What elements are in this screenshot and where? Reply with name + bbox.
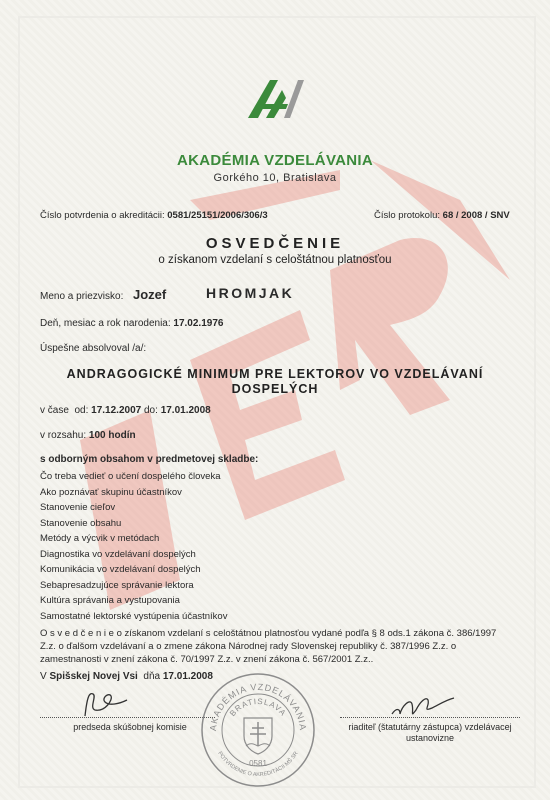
course-period: [40, 405, 211, 416]
commission-chair-label: predseda skúšobnej komisie: [73, 722, 187, 732]
accreditation-value: 0581/25151/2006/306/3: [167, 210, 268, 221]
period-to: 17.01.2008: [160, 405, 211, 416]
organization-name: AKADÉMIA VZDELÁVANIA: [177, 152, 373, 169]
legal-statement: [40, 627, 514, 666]
period-from-label: od:: [74, 405, 89, 416]
course-extent: [40, 430, 136, 441]
list-item: Komunikácia vo vzdelávaní dospelých: [40, 564, 201, 575]
certificate-title: OSVEDČENIE: [205, 235, 345, 252]
period-to-label: do:: [144, 405, 158, 416]
holder-last-name: HROMJAK: [206, 285, 295, 301]
svg-text:BRATISLAVA: [228, 697, 288, 718]
completed-label: Úspešne absolvoval /a/:: [40, 343, 147, 354]
certificate-subtitle: o získanom vzdelaní s celoštátnou platnosťou: [158, 254, 392, 266]
list-item: Metódy a výcvik v metódach: [40, 533, 160, 544]
name-label: Meno a priezvisko:: [40, 291, 124, 302]
place-and-date: [40, 671, 213, 682]
period-from: 17.12.2007: [91, 405, 142, 416]
course-title-line2: DOSPELÝCH: [231, 382, 319, 396]
protocol-label: Číslo protokolu:: [374, 210, 441, 221]
course-title: [0, 367, 550, 397]
legal-spaced-word: O s v e d č e n i e: [40, 628, 114, 639]
birth-date: [40, 318, 223, 329]
seal-middle-text: BRATISLAVA: [227, 696, 289, 719]
date-label: dňa: [143, 671, 161, 682]
signature-line-right: [340, 717, 520, 718]
list-item: Stanovenie cieľov: [40, 502, 116, 513]
seal-top-text: AKADÉMIA VZDELÁVANIA: [207, 681, 309, 732]
list-item: Čo treba vedieť o učení dospelého človeka: [40, 471, 221, 482]
topics-list: [40, 469, 227, 624]
list-item: Diagnostika vo vzdelávaní dospelých: [40, 548, 196, 560]
director-label: [345, 722, 515, 744]
organization-address: Gorkého 10, Bratislava: [213, 172, 337, 184]
extent-label: v rozsahu:: [40, 430, 87, 441]
legal-text: o získanom vzdelaní s celoštátnou platnosťou vydané podľa § 8 ods.1 zákona č. 386/1997 Z.z. o ďalšom vzdelávaní a o zmene zákona Národnej rady Slovenskej republiky č. 387/1996 Z.z. o zamestnanosti v znení zákona č. 70/1997 Z.z. v znení zákona č. 567/2001 Z.z..: [40, 628, 497, 665]
place-prefix: V: [40, 671, 47, 682]
accreditation-number: [40, 210, 268, 221]
list-item: Stanovenie obsahu: [40, 517, 122, 529]
list-item: Sebapresadzujúce správanie lektora: [40, 579, 194, 591]
commission-chair-signature: [75, 688, 145, 720]
birth-date-label: Deň, mesiac a rok narodenia:: [40, 318, 171, 329]
academy-logo-icon: [248, 78, 304, 120]
birth-date-value: 17.02.1976: [173, 318, 224, 329]
protocol-number: [374, 210, 510, 221]
list-item: Kultúra správania a vystupovania: [40, 595, 180, 606]
course-title-line1: ANDRAGOGICKÉ MINIMUM PRE LEKTOROV VO VZDELÁVANÍ: [66, 367, 484, 381]
issue-date: 17.01.2008: [162, 671, 213, 682]
seal-bottom-text: POTVRDENIE O AKREDITÁCII MŠ SR: [216, 750, 300, 778]
coat-of-arms-icon: [244, 718, 272, 754]
extent-value: 100 hodín: [88, 430, 136, 441]
topics-title: s odborným obsahom v predmetovej skladbe:: [40, 454, 259, 465]
place-town: Spišskej Novej Vsi: [49, 671, 138, 682]
list-item: Ako poznávať skupinu účastníkov: [40, 486, 182, 498]
list-item: Samostatné lektorské vystúpenia účastníkov: [40, 610, 228, 622]
signature-line-left: [40, 717, 215, 718]
accreditation-label: Číslo potvrdenia o akreditácii:: [40, 210, 165, 221]
director-label-line1: riaditeľ (štatutárny zástupca) vzdelávacej: [348, 722, 512, 732]
protocol-value: 68 / 2008 / SNV: [442, 210, 510, 221]
seal-number: 0581: [249, 759, 267, 768]
holder-first-name: Jozef: [133, 287, 167, 302]
period-label: v čase: [40, 405, 69, 416]
official-seal: [198, 670, 318, 790]
director-label-line2: ustanovizne: [405, 733, 455, 743]
